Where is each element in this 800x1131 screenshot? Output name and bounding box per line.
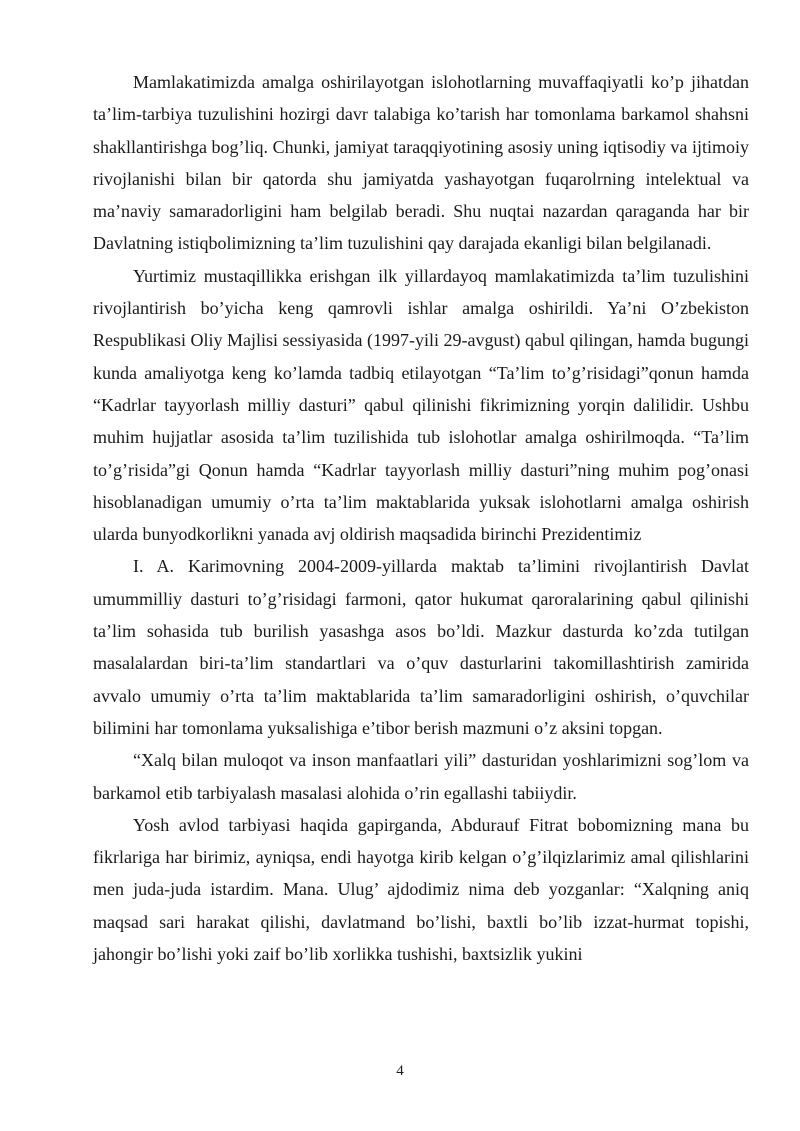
paragraph-3: I. A. Karimovning 2004-2009-yillarda maktab ta’limini rivojlantirish Davlat umummilliy dasturi to’g’risidagi farmoni, qator hukumat qaroralarining qabul qilinishi ta’lim sohasida tub burilish yasashga asos bo’ldi. Mazkur dasturda ko’zda tutilgan masalalardan biri-ta’lim standartlari va o’quv dasturlarini takomillashtirish zamirida avvalo umumiy o’rta ta’lim maktablarida ta’lim samaradorligini oshirish, o’quvchilar bilimini har tomonlama yuksalishiga e’tibor berish mazmuni o’z aksini topgan. bbox=[93, 556, 749, 738]
body-text bbox=[93, 66, 749, 970]
paragraph-4: “Xalq bilan muloqot va inson manfaatlari yili” dasturidan yoshlarimizni sog’lom va barkamol etib tarbiyalash masalasi alohida o’rin egallashi tabiiydir. bbox=[93, 750, 749, 803]
page-number: 4 bbox=[396, 1063, 404, 1079]
paragraph-1: Mamlakatimizda amalga oshirilayotgan islohotlarning muvaffaqiyatli ko’p jihatdan ta’lim-tarbiya tuzulishini hozirgi davr talabiga ko’tarish har tomonlama barkamol shahsni shakllantirishga bog’liq. Chunki, jamiyat taraqqiyotining asosiy uning iqtisodiy va ijtimoiy rivojlanishi bilan bir qatorda shu jamiyatda yashayotgan fuqarolrning intelektual va ma’naviy samaradorligini ham belgilab beradi. Shu nuqtai nazardan qaraganda har bir Davlatning istiqbolimizning ta’lim tuzulishini qay darajada ekanligi bilan belgilanadi. bbox=[93, 72, 749, 254]
paragraph-5: Yosh avlod tarbiyasi haqida gapirganda, Abdurauf Fitrat bobomizning mana bu fikrlariga har birimiz, ayniqsa, endi hayotga kirib kelgan o’g’ilqizlarimiz amal qilishlarini men juda-juda istardim. Mana. Ulug’ ajdodimiz nima deb yozganlar: “Xalqning aniq maqsad sari harakat qilishi, davlatmand bo’lishi, baxtli bo’lib izzat-hurmat topishi, jahongir bo’lishi yoki zaif bo’lib xorlikka tushishi, baxtsizlik yukini bbox=[93, 814, 749, 965]
paragraph-2: Yurtimiz mustaqillikka erishgan ilk yillardayoq mamlakatimizda ta’lim tuzulishini rivojlantirish bo’yicha keng qamrovli ishlar amalga oshirildi. Ya’ni O’zbekiston Respublikasi Oliy Majlisi sessiyasida (1997-yili 29-avgust) qabul qilingan, hamda bugungi kunda amaliyotga keng ko’lamda tadbiq etilayotgan “Ta’lim to’g’risidagi”qonun hamda “Kadrlar tayyorlash milliy dasturi” qabul qilinishi fikrimizning yorqin dalilidir. Ushbu muhim hujjatlar asosida ta’lim tuzilishida tub islohotlar amalga oshirilmoqda. “Ta’lim to’g’risida”gi Qonun hamda “Kadrlar tayyorlash milliy dasturi”ning muhim pog’onasi hisoblanadigan umumiy o’rta ta’lim maktablarida yuksak islohotlarni amalga oshirish ularda bunyodkorlikni yanada avj oldirish maqsadida birinchi Prezidentimiz bbox=[93, 265, 749, 545]
